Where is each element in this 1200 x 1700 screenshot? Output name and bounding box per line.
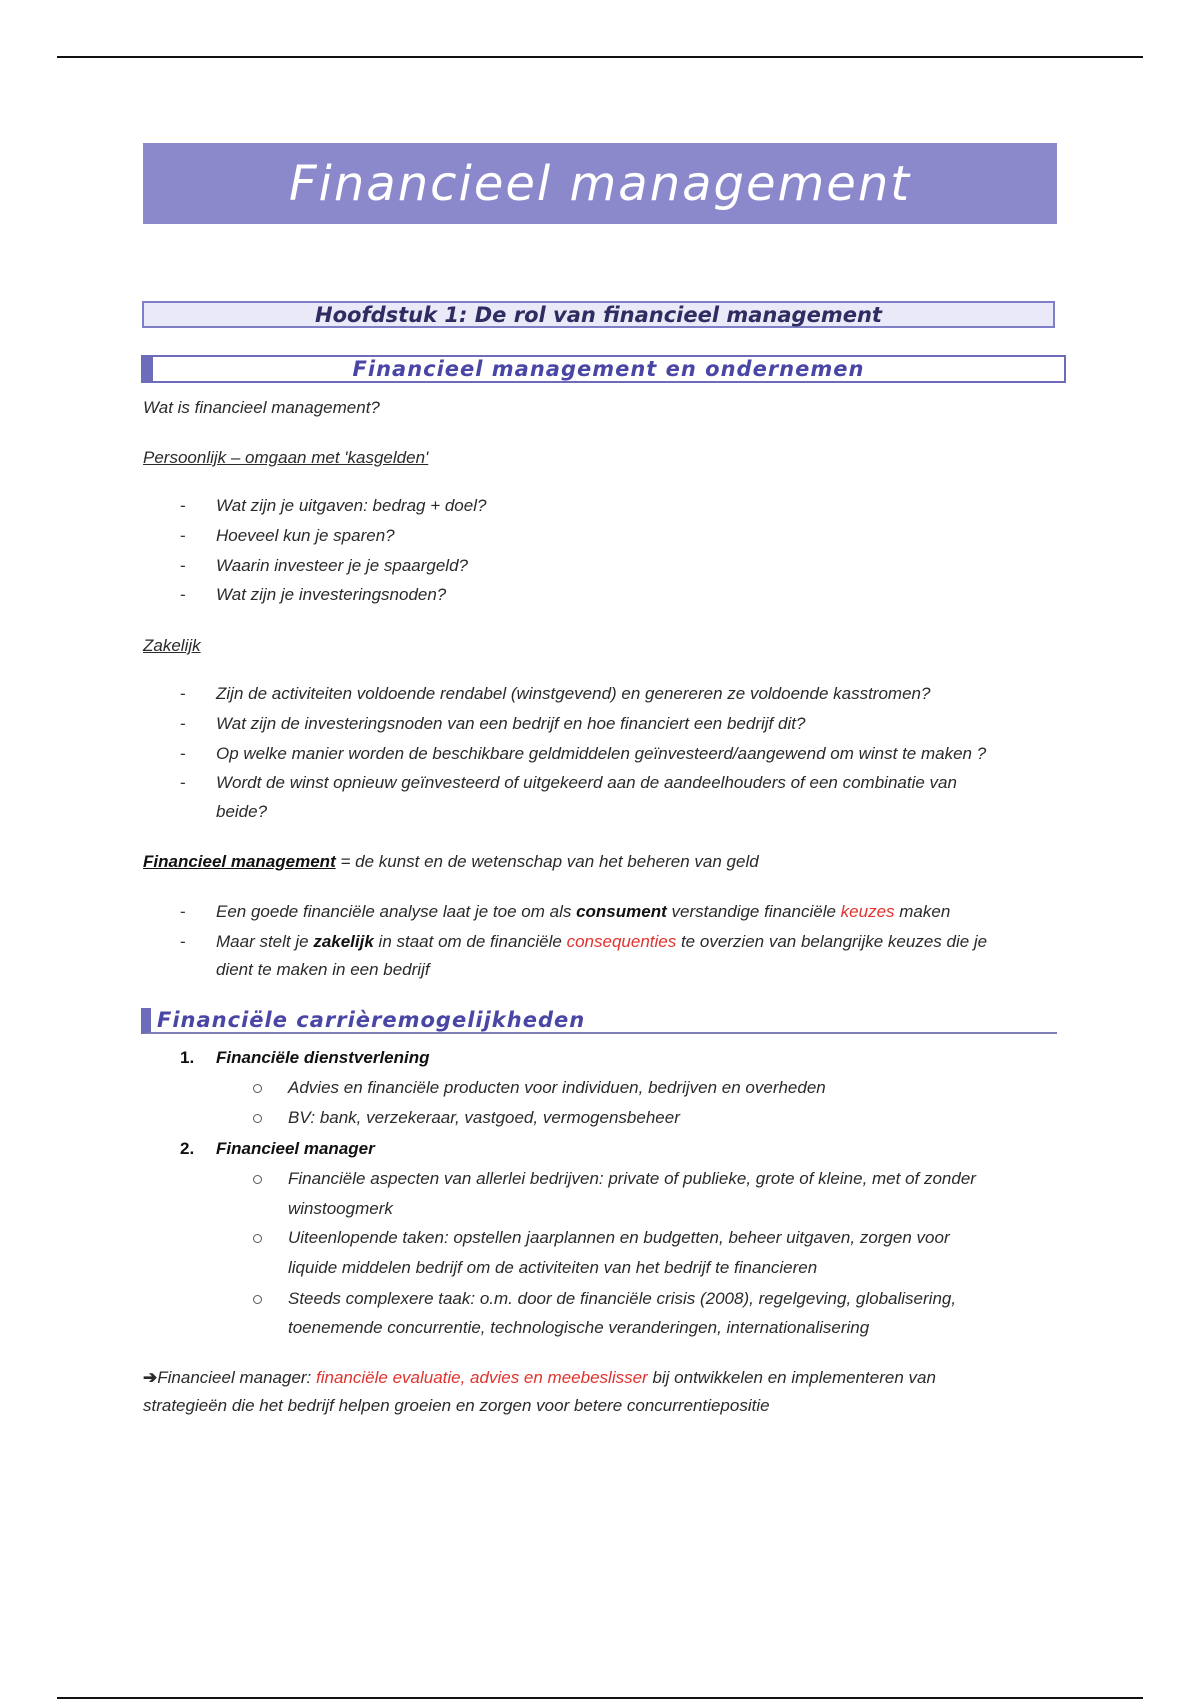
definition-term: Financieel management [143,852,336,871]
bullet-dash: - [180,902,186,921]
bottom-rule [57,1697,1143,1699]
text-segment: maken [894,902,951,921]
personal-bullet: Wat zijn je uitgaven: bedrag + doel? [216,496,487,515]
career-item: Financiële aspecten van allerlei bedrijven: private of publieke, grote of kleine, met of zonder [288,1169,976,1188]
personal-bullet: Hoeveel kun je sparen? [216,526,395,545]
bullet-dash: - [180,932,186,951]
personal-bullet: Waarin investeer je je spaargeld? [216,556,468,575]
bullet-dash: - [180,773,186,792]
section-heading-2: Financiële carrièremogelijkheden [141,1008,1057,1034]
bullet-dash: - [180,684,186,703]
conclusion-line [143,1367,936,1389]
analysis-bullet-2 [216,931,987,953]
career-title: Financiële dienstverlening [216,1048,430,1067]
bullet-dash: - [180,526,186,545]
list-number: 2. [180,1139,195,1158]
bullet-dash: - [180,714,186,733]
career-title: Financieel manager [216,1139,375,1158]
business-bullet-continued: beide? [216,802,268,821]
chapter-heading: Hoofdstuk 1: De rol van financieel management [142,301,1055,328]
bullet-dash: - [180,585,186,604]
personal-bullet: Wat zijn je investeringsnoden? [216,585,447,604]
highlight-term: financiële evaluatie, advies en meebeslisser [316,1368,648,1387]
top-rule [57,56,1143,58]
career-item: Steeds complexere taak: o.m. door de financiële crisis (2008), regelgeving, globalisering, [288,1289,957,1308]
circle-bullet-icon [253,1114,262,1123]
text-segment: bij ontwikkelen en implementeren van [647,1368,936,1387]
career-item-continued: liquide middelen bedrijf om de activiteiten van het bedrijf te financieren [288,1258,818,1277]
career-item-continued: winstoogmerk [288,1199,393,1218]
bullet-dash: - [180,496,186,515]
text-segment: in staat om de financiële [373,932,567,951]
circle-bullet-icon [253,1084,262,1093]
text-segment: te overzien van belangrijke keuzes die je [676,932,988,951]
business-bullet: Op welke manier worden de beschikbare geldmiddelen geïnvesteerd/aangewend om winst te maken ? [216,744,987,763]
highlight-term: consequenties [566,932,677,951]
text-segment: Financieel manager: [157,1368,317,1387]
conclusion-line-2: strategieën die het bedrijf helpen groeien en zorgen voor betere concurrentiepositie [143,1396,770,1415]
personal-heading: Persoonlijk – omgaan met 'kasgelden' [143,448,429,467]
section-heading-1: Financieel management en ondernemen [141,355,1066,383]
list-number: 1. [180,1048,195,1067]
career-item: BV: bank, verzekeraar, vastgoed, vermogensbeheer [288,1108,680,1127]
page-title: Financieel management [143,143,1057,224]
intro-question: Wat is financieel management? [143,398,380,417]
text-segment: Een goede financiële analyse laat je toe om als [216,902,577,921]
analysis-bullet-1 [216,901,950,923]
career-item: Uiteenlopende taken: opstellen jaarplannen en budgetten, beheer uitgaven, zorgen voor [288,1228,950,1247]
career-item-continued: toenemende concurrentie, technologische veranderingen, internationalisering [288,1318,870,1337]
business-bullet: Wordt de winst opnieuw geïnvesteerd of uitgekeerd aan de aandeelhouders of een combinatie van [216,773,957,792]
circle-bullet-icon [253,1175,262,1184]
bold-term: consument [576,902,667,921]
bullet-dash: - [180,744,186,763]
definition-line [143,851,759,873]
analysis-bullet-2-continued: dient te maken in een bedrijf [216,960,430,979]
business-bullet: Wat zijn de investeringsnoden van een bedrijf en hoe financiert een bedrijf dit? [216,714,806,733]
career-item: Advies en financiële producten voor individuen, bedrijven en overheden [288,1078,826,1097]
highlight-term: keuzes [840,902,895,921]
arrow-icon: ➔ [143,1368,158,1387]
circle-bullet-icon [253,1234,262,1243]
bullet-dash: - [180,556,186,575]
definition-text: = de kunst en de wetenschap van het beheren van geld [335,852,759,871]
business-heading: Zakelijk [143,636,201,655]
text-segment: verstandige financiële [666,902,841,921]
text-segment: Maar stelt je [216,932,314,951]
business-bullet: Zijn de activiteiten voldoende rendabel (winstgevend) en genereren ze voldoende kasstromen? [216,684,931,703]
bold-term: zakelijk [313,932,374,951]
circle-bullet-icon [253,1295,262,1304]
